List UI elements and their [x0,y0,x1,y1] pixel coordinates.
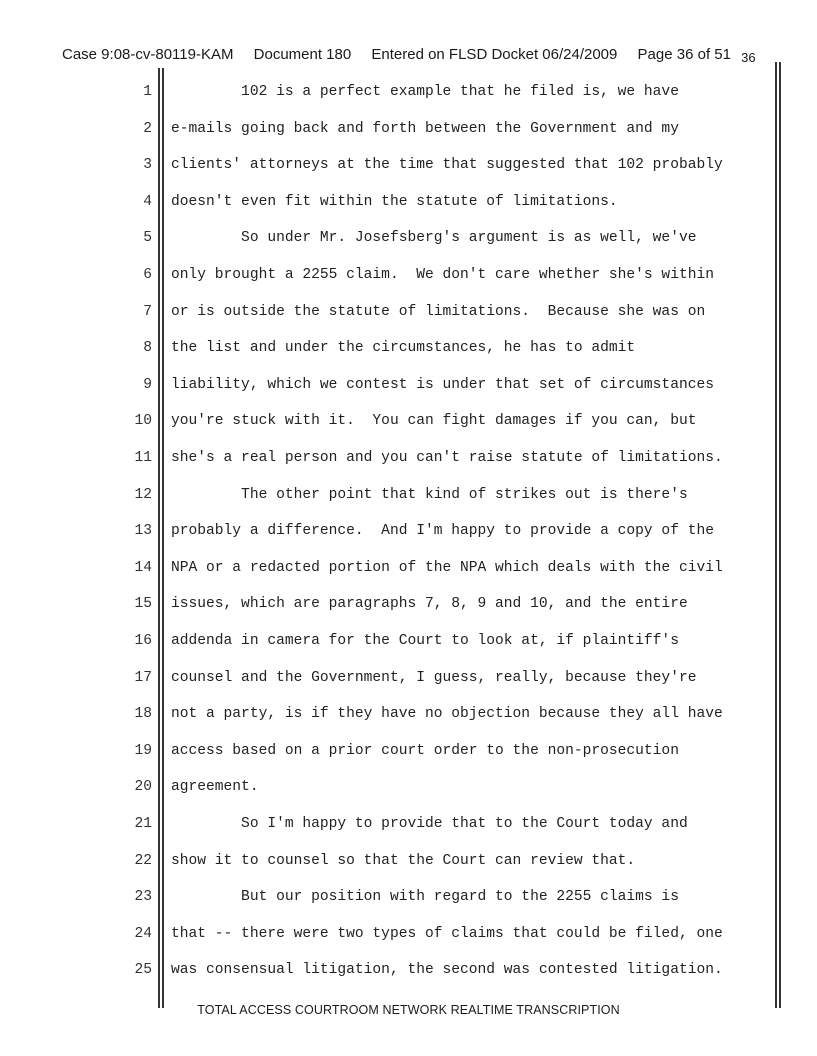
transcript-line [0,485,817,505]
line-number: 16 [134,633,152,649]
transcript-line [0,851,817,871]
transcript-line [0,521,817,541]
line-number: 6 [143,267,152,283]
docket-header [62,46,812,63]
line-number: 18 [134,706,152,723]
transcript-line [0,192,817,212]
line-text: was consensual litigation, the second was contested litigation. [171,962,723,979]
transcript-line [0,594,817,614]
transcript-line [0,668,817,688]
line-number: 2 [143,120,152,137]
line-text: clients' attorneys at the time that suggested that 102 probably [171,157,723,174]
line-text: 102 is a perfect example that he filed is, we have [171,84,679,100]
line-number: 12 [134,486,152,503]
transcript-line [0,924,817,944]
line-text: So I'm happy to provide that to the Court today and [171,816,688,832]
transcript-line [0,119,817,139]
line-text: agreement. [171,779,259,796]
line-number: 22 [134,852,152,869]
line-number: 11 [134,450,152,466]
line-number: 9 [143,376,152,393]
line-number: 23 [134,889,152,906]
line-number: 4 [143,193,152,210]
document-number: Document 180 [253,46,352,63]
line-number: 8 [143,340,152,357]
line-text: counsel and the Government, I guess, really, because they're [171,669,697,686]
line-number: 21 [134,816,152,832]
transcript-line [0,814,817,834]
line-text: addenda in camera for the Court to look at, if plaintiff's [171,633,679,649]
transcript-line [0,960,817,980]
transcript-line [0,448,817,468]
line-number: 19 [134,742,152,759]
line-number: 3 [143,157,152,174]
transcript-line [0,411,817,431]
transcript-line [0,704,817,724]
docket-entry: Entered on FLSD Docket 06/24/2009 [371,46,618,63]
line-number: 15 [134,596,152,613]
page-of: Page 36 of 51 [637,46,731,63]
line-text: probably a difference. And I'm happy to provide a copy of the [171,523,714,540]
line-text: NPA or a redacted portion of the NPA which deals with the civil [171,559,723,576]
line-text: show it to counsel so that the Court can review that. [171,852,636,869]
line-text: So under Mr. Josefsberg's argument is as well, we've [171,230,697,247]
transcript-line [0,155,817,175]
line-text: The other point that kind of strikes out is there's [171,486,688,503]
transcript-line [0,887,817,907]
transcript-line [0,741,817,761]
line-text: not a party, is if they have no objection because they all have [171,706,723,723]
line-number: 25 [134,962,152,979]
line-text: But our position with regard to the 2255 claims is [171,889,679,906]
transcript-line [0,631,817,651]
transcript-line [0,558,817,578]
line-text: that -- there were two types of claims that could be filed, one [171,925,723,942]
transcript-line [0,265,817,285]
line-number: 17 [134,669,152,686]
case-number: Case 9:08-cv-80119-KAM [62,46,234,63]
line-text: issues, which are paragraphs 7, 8, 9 and 10, and the entire [171,596,688,613]
line-number: 7 [143,303,152,320]
line-text: the list and under the circumstances, he has to admit [171,340,636,357]
transcript-line [0,82,817,102]
page-number: 36 [741,50,756,65]
transcript-line [0,777,817,797]
line-number: 14 [134,559,152,576]
line-text: she's a real person and you can't raise statute of limitations. [171,450,723,466]
transcript-line [0,375,817,395]
line-text: only brought a 2255 claim. We don't care whether she's within [171,267,714,283]
line-number: 1 [143,84,152,100]
line-text: you're stuck with it. You can fight damages if you can, but [171,413,697,430]
line-text: doesn't even fit within the statute of limitations. [171,193,618,210]
line-number: 13 [134,523,152,540]
transcript-line [0,338,817,358]
transcript-line [0,302,817,322]
line-number: 10 [134,413,152,430]
line-number: 5 [143,230,152,247]
line-text: e-mails going back and forth between the Government and my [171,120,679,137]
line-text: or is outside the statute of limitations. Because she was on [171,303,706,320]
transcript-line [0,228,817,248]
line-number: 24 [134,925,152,942]
line-number: 20 [134,779,152,796]
line-text: access based on a prior court order to the non-prosecution [171,742,679,759]
transcript-footer: TOTAL ACCESS COURTROOM NETWORK REALTIME TRANSCRIPTION [197,1003,620,1017]
line-text: liability, which we contest is under that set of circumstances [171,376,714,393]
